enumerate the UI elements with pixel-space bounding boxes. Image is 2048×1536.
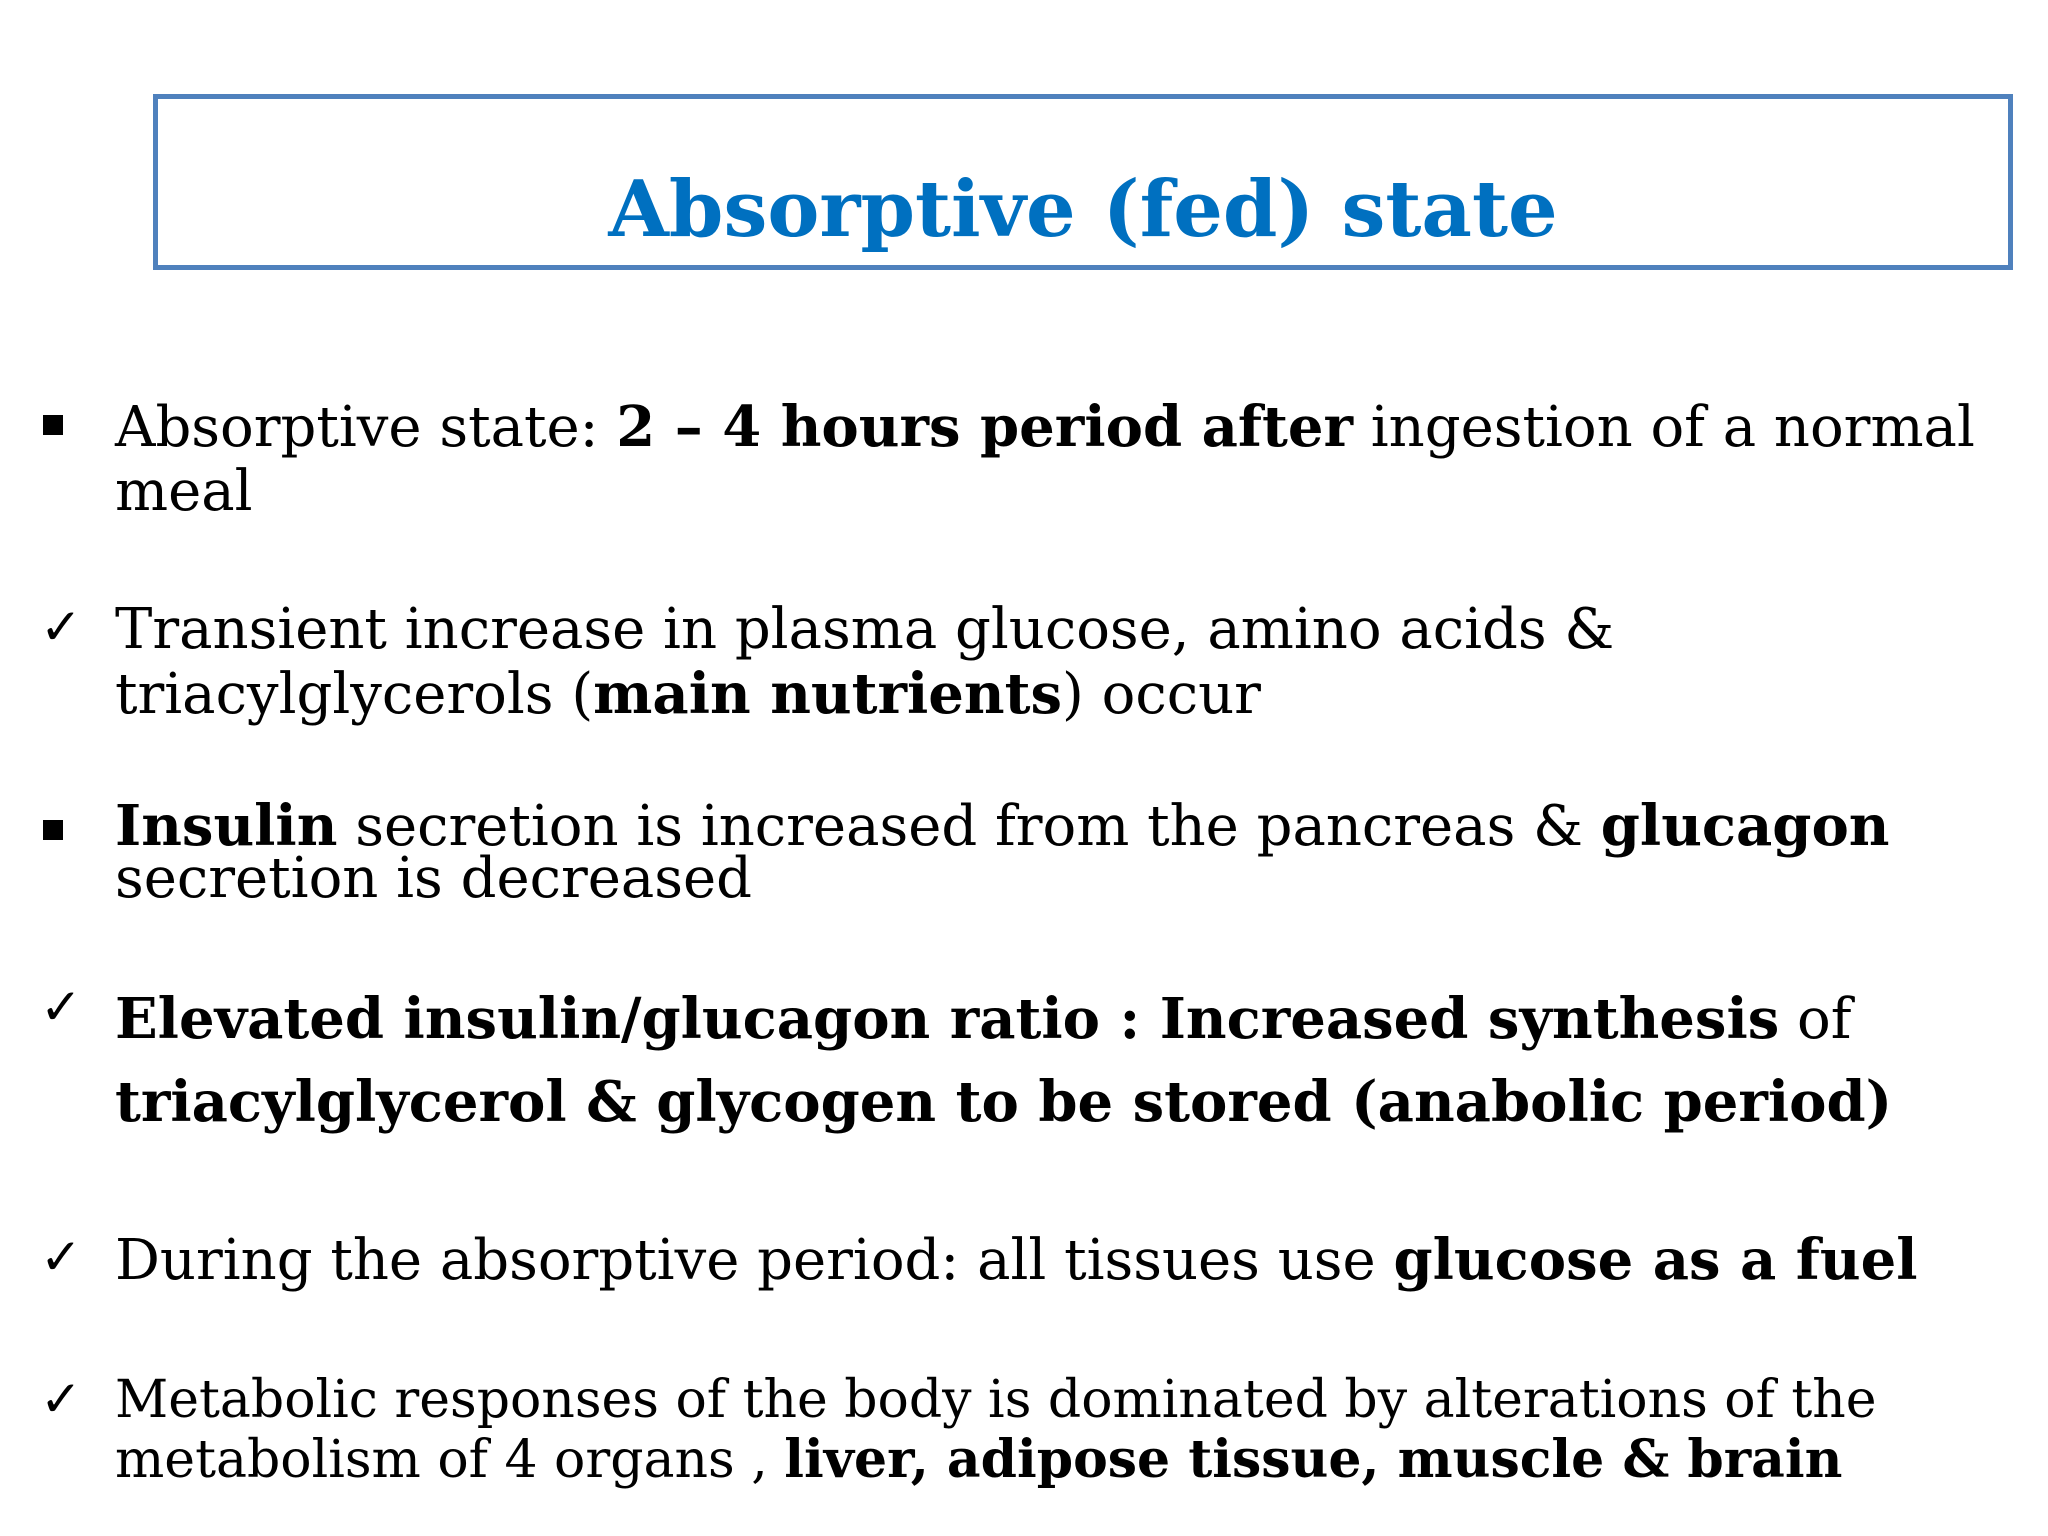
bold-text: glucose as a fuel	[1393, 1227, 1918, 1293]
text-run: Transient increase in plasma glucose, amino acids &	[115, 597, 1615, 662]
square-bullet-icon	[40, 800, 100, 840]
title-box	[153, 94, 2013, 270]
text-run: Absorptive state:	[115, 395, 617, 460]
bullet-line	[115, 1370, 2015, 1430]
bullet-line	[115, 1061, 2015, 1144]
bullet-text	[115, 395, 2015, 524]
checkmark-icon: ✓	[40, 598, 82, 656]
slide-title: Absorptive (fed) state	[608, 164, 1558, 255]
bullet-text	[115, 1228, 2015, 1293]
bold-text: liver, adipose tissue, muscle & brain	[784, 1429, 1843, 1490]
bullet-text	[115, 978, 2015, 1144]
bold-text: Insulin	[115, 793, 338, 859]
bullet-line	[115, 460, 2015, 524]
bullet-line	[115, 662, 2015, 727]
text-run: ingestion of a normal	[1352, 395, 1975, 460]
bold-text: glucagon	[1600, 793, 1890, 859]
text-run: During the absorptive period: all tissues use	[115, 1228, 1394, 1293]
text-run: Metabolic responses of the body is dominated by alterations of the	[115, 1370, 1877, 1430]
checkmark-icon: ✓	[40, 978, 82, 1036]
bullet-text	[115, 598, 2015, 727]
text-run: secretion is decreased	[115, 846, 752, 911]
text-run: secretion is increased from the pancreas &	[337, 794, 1601, 859]
checkmark-icon: ✓	[40, 1370, 82, 1428]
square-bullet-icon	[40, 395, 100, 435]
text-run: triacylglycerols (	[115, 662, 594, 727]
text-run: of	[1779, 987, 1852, 1052]
bullet-text	[115, 1370, 2015, 1490]
text-run: meal	[115, 459, 253, 524]
bold-text: Elevated insulin/glucagon ratio : Increased synthesis	[115, 986, 1780, 1052]
text-run: metabolism of 4 organs ,	[115, 1430, 785, 1490]
bullet-line	[115, 1430, 2015, 1490]
bullet-line	[115, 846, 2015, 911]
bullet-line	[115, 598, 2015, 662]
bullet-line	[115, 1228, 2015, 1293]
text-run: ) occur	[1062, 662, 1261, 727]
checkmark-icon: ✓	[40, 1228, 82, 1286]
bold-text: triacylglycerol & glycogen to be stored (anabolic period)	[115, 1069, 1893, 1135]
bullet-line	[115, 395, 2015, 460]
bold-text: 2 – 4 hours period after	[616, 394, 1353, 460]
bold-text: main nutrients	[593, 661, 1063, 727]
bullet-line	[115, 978, 2015, 1061]
bullet-text	[115, 793, 2015, 911]
